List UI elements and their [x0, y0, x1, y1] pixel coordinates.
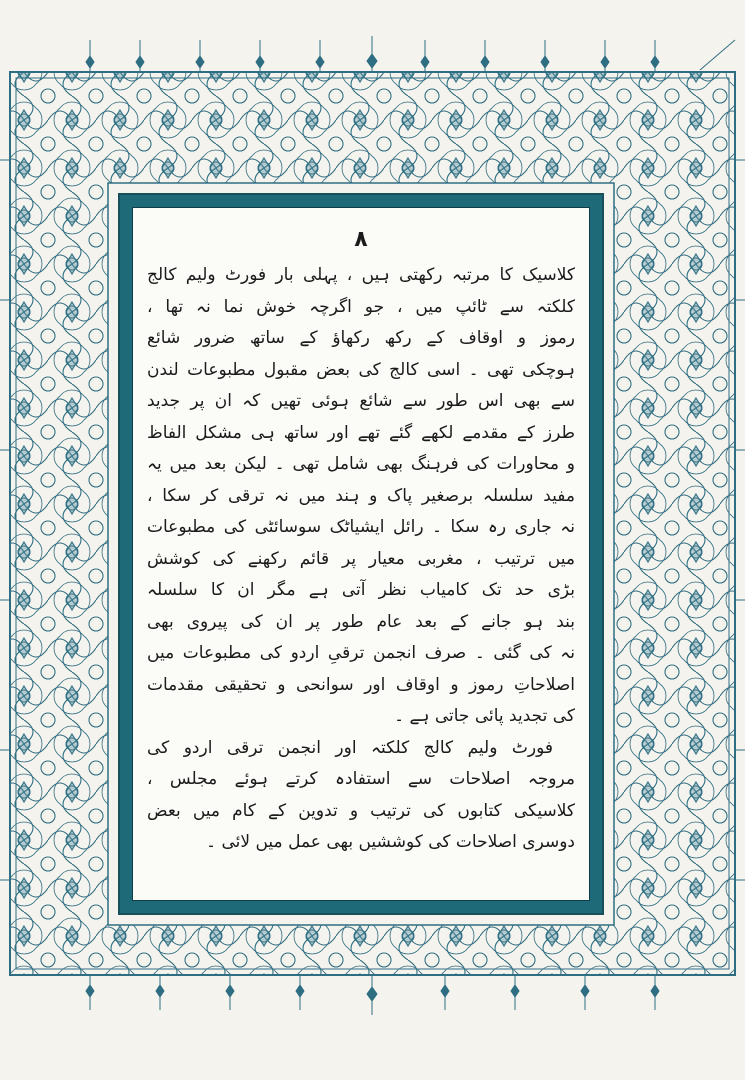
text-line: کلکتہ سے ٹائپ میں ، جو اگرچہ خوش نما نہ تھا ، — [147, 296, 575, 317]
text-line: دوسری اصلاحات کی کوششیں بھی عمل میں لائی ۔ — [206, 832, 575, 852]
text-line: اصلاحاتِ رموز و اوقاف اور سوانحی و تحقیقی مقدمات — [147, 674, 575, 695]
text-panel — [132, 207, 590, 901]
text-line: بڑی حد تک کامیاب نظر آتی ہے مگر ان کا سلسلہ — [147, 580, 575, 600]
text-line: رموز و اوقاف کے رکھ رکھاؤ کے ساتھ ضرور شائع — [147, 328, 575, 348]
text-line: میں ترتیب ، مغربی معیار پر قائم رکھنے کی کوشش — [147, 548, 575, 569]
text-line: نہ کی گئی ۔ صرف انجمن ترقیِ اردو کی مطبوعات میں — [147, 643, 575, 663]
paragraph-2 — [147, 733, 575, 859]
page-number: ۸ — [354, 227, 368, 252]
text-line: بند ہو جانے کے بعد عام طور پر ان کی پیروی بھی — [147, 611, 575, 632]
text-line: طرز کے مقدمے لکھے گئے تھے اور ساتھ ہی مشکل الفاظ — [147, 422, 575, 443]
text-line: کلاسیکی کتابوں کی ترتیب و تدوین کے کام میں بعض — [147, 800, 575, 821]
text-line: ہوچکی تھی ۔ اسی کالج کی بعض مقبول مطبوعات لندن — [147, 359, 575, 380]
text-line: مفید سلسلہ برصغیر پاک و ہند میں نہ ترقی کر سکا ، — [147, 485, 575, 506]
text-line: کلاسیک کا مرتبہ رکھتی ہیں ، پہلی بار فورٹ ولیم کالج — [147, 265, 575, 285]
text-line: نہ جاری رہ سکا ۔ رائل ایشیاٹک سوسائٹی کی مطبوعات — [147, 517, 575, 537]
text-line: مروجہ اصلاحات سے استفادہ کرتے ہوئے مجلس ، — [147, 769, 575, 789]
body-text — [147, 226, 575, 886]
text-frame — [120, 195, 602, 913]
text-line: و محاورات کی فرہنگ بھی شامل تھی ۔ لیکن بعد میں یہ — [147, 454, 575, 474]
text-line: کی تجدید پائی جاتی ہے ۔ — [394, 706, 575, 726]
text-line: سے بھی اس طور سے شائع ہوئی تھیں کہ ان پر جدید — [147, 391, 575, 411]
text-line: فورٹ ولیم کالج کلکتہ اور انجمن ترقی اردو کی — [147, 737, 553, 758]
paragraph-1 — [147, 260, 575, 733]
